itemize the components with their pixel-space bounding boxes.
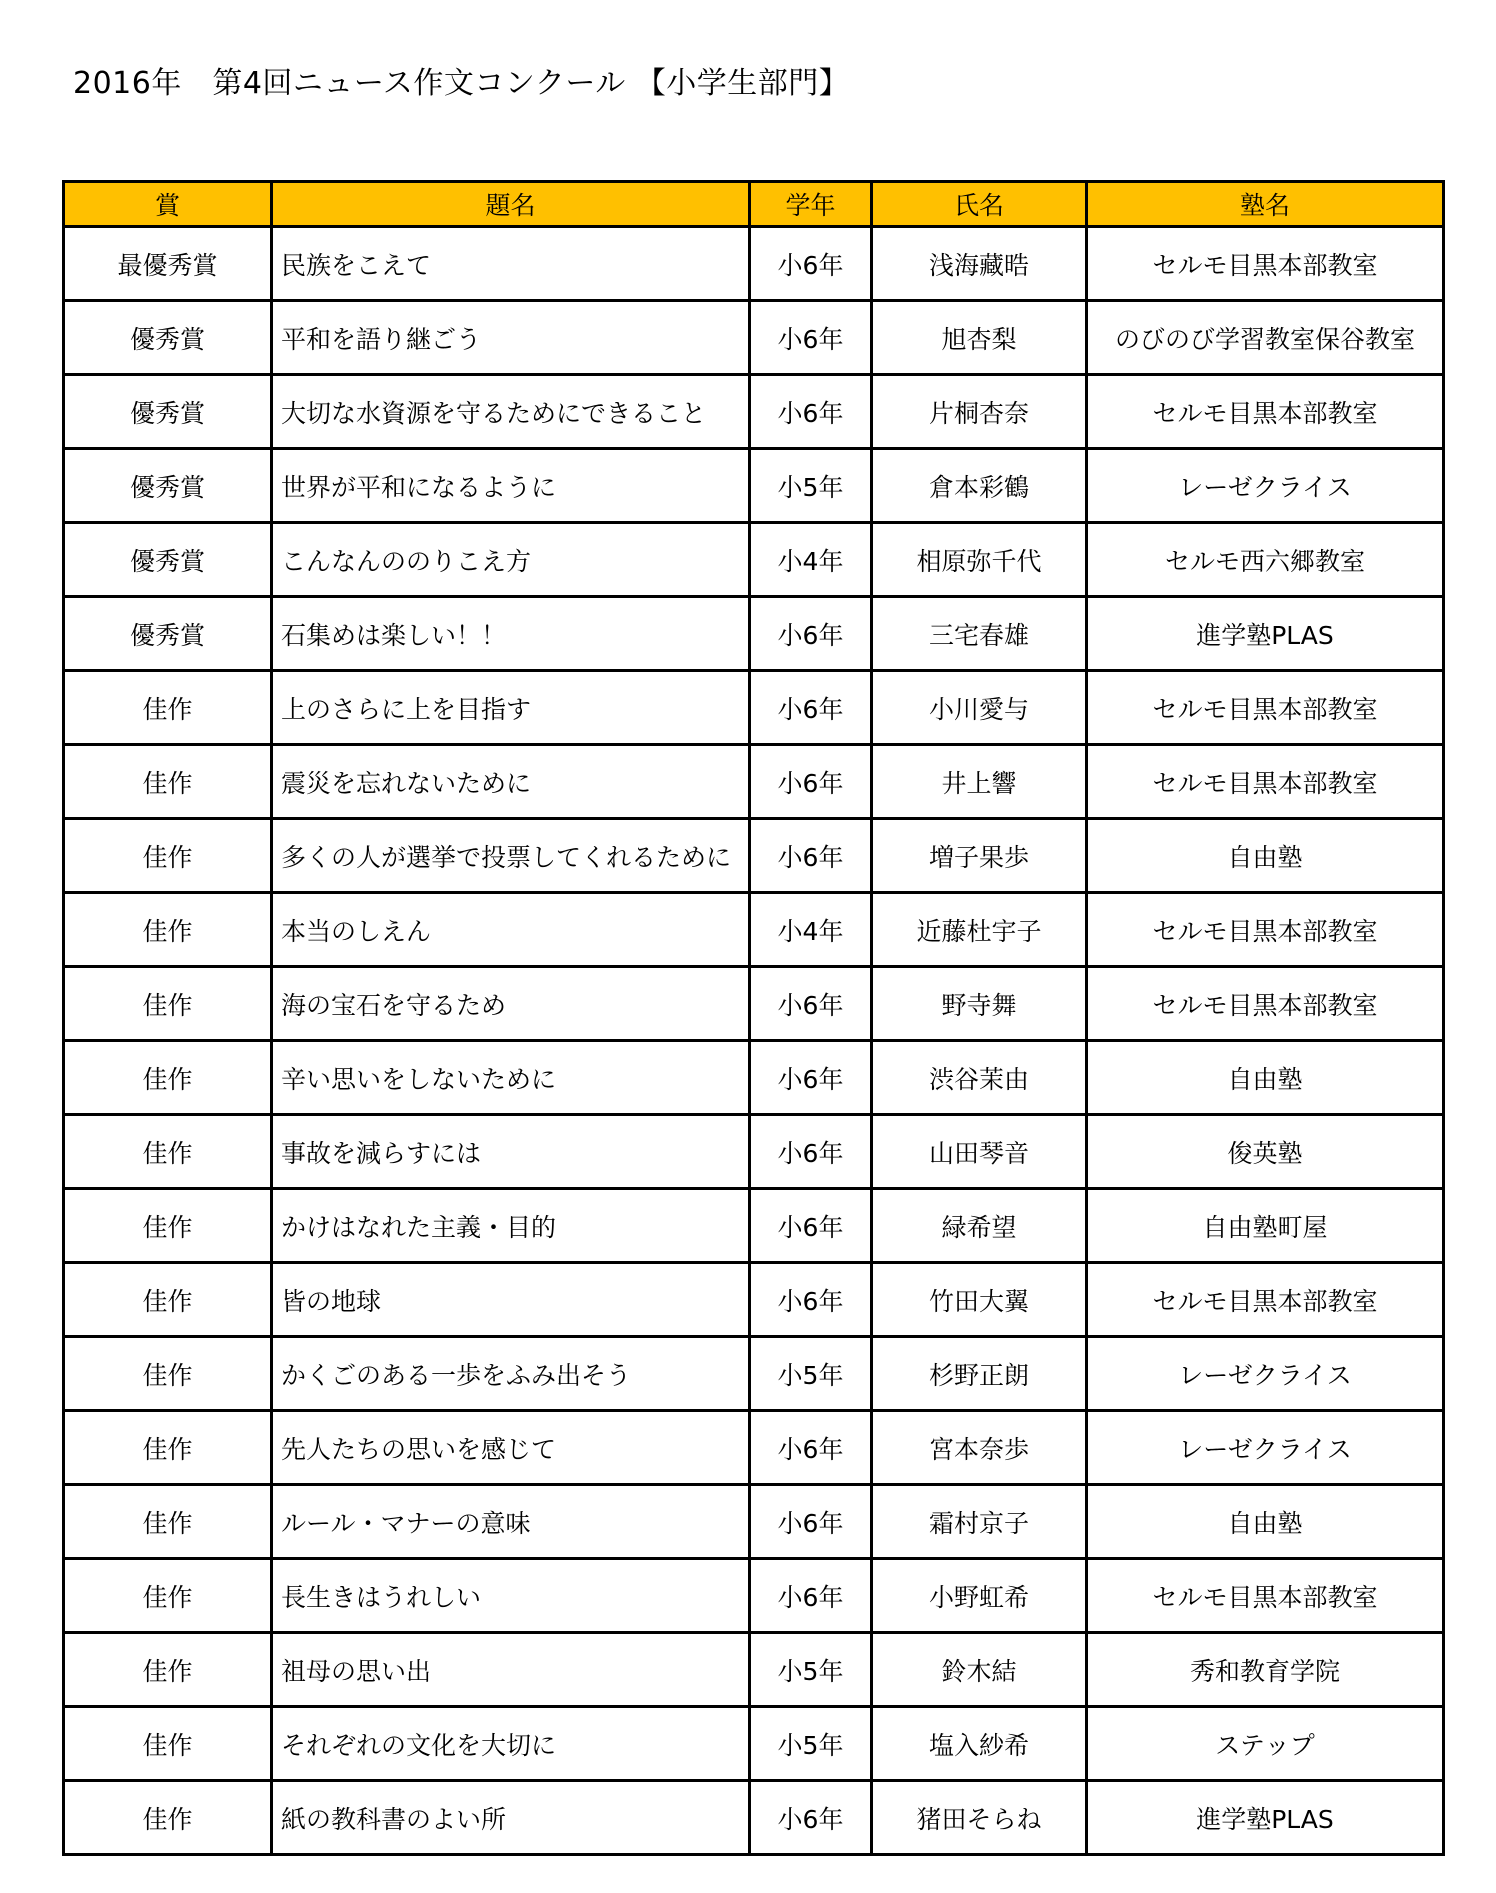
- award-cell: 佳作: [64, 745, 272, 819]
- award-cell: 佳作: [64, 1485, 272, 1559]
- table-row: [64, 1189, 1444, 1263]
- title-cell: 辛い思いをしないために: [272, 1041, 750, 1115]
- table-row: [64, 227, 1444, 301]
- name-cell: 塩入紗希: [872, 1707, 1087, 1781]
- school-cell: セルモ目黒本部教室: [1087, 1559, 1444, 1633]
- grade-cell: 小6年: [750, 1559, 872, 1633]
- table-row: [64, 1781, 1444, 1855]
- awards-table: [62, 180, 1445, 1856]
- school-cell: 俊英塾: [1087, 1115, 1444, 1189]
- table-row: [64, 819, 1444, 893]
- name-cell: 井上響: [872, 745, 1087, 819]
- name-cell: 猪田そらね: [872, 1781, 1087, 1855]
- header-school: 塾名: [1087, 182, 1444, 227]
- title-cell: こんなんののりこえ方: [272, 523, 750, 597]
- award-cell: 最優秀賞: [64, 227, 272, 301]
- table-row: [64, 449, 1444, 523]
- name-cell: 三宅春雄: [872, 597, 1087, 671]
- school-cell: 自由塾: [1087, 819, 1444, 893]
- table-row: [64, 1115, 1444, 1189]
- table-row: [64, 375, 1444, 449]
- grade-cell: 小6年: [750, 671, 872, 745]
- name-cell: 近藤杜宇子: [872, 893, 1087, 967]
- grade-cell: 小6年: [750, 301, 872, 375]
- table-row: [64, 301, 1444, 375]
- school-cell: 自由塾町屋: [1087, 1189, 1444, 1263]
- title-cell: それぞれの文化を大切に: [272, 1707, 750, 1781]
- grade-cell: 小6年: [750, 1263, 872, 1337]
- award-cell: 佳作: [64, 1781, 272, 1855]
- title-cell: かくごのある一歩をふみ出そう: [272, 1337, 750, 1411]
- award-cell: 佳作: [64, 671, 272, 745]
- header-grade: 学年: [750, 182, 872, 227]
- table-row: [64, 1041, 1444, 1115]
- name-cell: 浅海藏晧: [872, 227, 1087, 301]
- school-cell: セルモ目黒本部教室: [1087, 671, 1444, 745]
- table-row: [64, 1263, 1444, 1337]
- title-cell: 皆の地球: [272, 1263, 750, 1337]
- award-cell: 佳作: [64, 1263, 272, 1337]
- table-row: [64, 967, 1444, 1041]
- grade-cell: 小6年: [750, 967, 872, 1041]
- name-cell: 宮本奈歩: [872, 1411, 1087, 1485]
- grade-cell: 小6年: [750, 819, 872, 893]
- school-cell: セルモ西六郷教室: [1087, 523, 1444, 597]
- name-cell: 竹田大翼: [872, 1263, 1087, 1337]
- award-cell: 佳作: [64, 1189, 272, 1263]
- name-cell: 山田琴音: [872, 1115, 1087, 1189]
- name-cell: 小野虹希: [872, 1559, 1087, 1633]
- award-cell: 佳作: [64, 1041, 272, 1115]
- title-cell: 石集めは楽しい！！: [272, 597, 750, 671]
- grade-cell: 小6年: [750, 1485, 872, 1559]
- grade-cell: 小4年: [750, 523, 872, 597]
- school-cell: セルモ目黒本部教室: [1087, 1263, 1444, 1337]
- table-row: [64, 893, 1444, 967]
- title-cell: 祖母の思い出: [272, 1633, 750, 1707]
- award-cell: 佳作: [64, 1633, 272, 1707]
- title-cell: 紙の教科書のよい所: [272, 1781, 750, 1855]
- table-row: [64, 745, 1444, 819]
- title-cell: 海の宝石を守るため: [272, 967, 750, 1041]
- name-cell: 野寺舞: [872, 967, 1087, 1041]
- school-cell: セルモ目黒本部教室: [1087, 227, 1444, 301]
- grade-cell: 小5年: [750, 1707, 872, 1781]
- header-title: 題名: [272, 182, 750, 227]
- grade-cell: 小6年: [750, 1781, 872, 1855]
- title-cell: 先人たちの思いを感じて: [272, 1411, 750, 1485]
- award-cell: 佳作: [64, 1337, 272, 1411]
- award-cell: 佳作: [64, 893, 272, 967]
- grade-cell: 小6年: [750, 1411, 872, 1485]
- grade-cell: 小4年: [750, 893, 872, 967]
- name-cell: 相原弥千代: [872, 523, 1087, 597]
- school-cell: 進学塾PLAS: [1087, 1781, 1444, 1855]
- table-row: [64, 523, 1444, 597]
- grade-cell: 小6年: [750, 597, 872, 671]
- table-row: [64, 1633, 1444, 1707]
- grade-cell: 小6年: [750, 375, 872, 449]
- school-cell: レーゼクライス: [1087, 1337, 1444, 1411]
- name-cell: 片桐杏奈: [872, 375, 1087, 449]
- title-cell: ルール・マナーの意味: [272, 1485, 750, 1559]
- title-cell: 民族をこえて: [272, 227, 750, 301]
- grade-cell: 小5年: [750, 1633, 872, 1707]
- school-cell: レーゼクライス: [1087, 449, 1444, 523]
- name-cell: 小川愛与: [872, 671, 1087, 745]
- award-cell: 優秀賞: [64, 523, 272, 597]
- award-cell: 優秀賞: [64, 375, 272, 449]
- grade-cell: 小6年: [750, 1115, 872, 1189]
- name-cell: 鈴木結: [872, 1633, 1087, 1707]
- school-cell: セルモ目黒本部教室: [1087, 375, 1444, 449]
- title-cell: 世界が平和になるように: [272, 449, 750, 523]
- name-cell: 倉本彩鶴: [872, 449, 1087, 523]
- table-row: [64, 1485, 1444, 1559]
- name-cell: 増子果歩: [872, 819, 1087, 893]
- header-name: 氏名: [872, 182, 1087, 227]
- table-row: [64, 1559, 1444, 1633]
- grade-cell: 小5年: [750, 449, 872, 523]
- award-cell: 佳作: [64, 1411, 272, 1485]
- award-cell: 佳作: [64, 967, 272, 1041]
- title-cell: 平和を語り継ごう: [272, 301, 750, 375]
- name-cell: 緑希望: [872, 1189, 1087, 1263]
- title-cell: 震災を忘れないために: [272, 745, 750, 819]
- title-cell: 上のさらに上を目指す: [272, 671, 750, 745]
- award-cell: 優秀賞: [64, 301, 272, 375]
- grade-cell: 小6年: [750, 227, 872, 301]
- title-cell: 事故を減らすには: [272, 1115, 750, 1189]
- name-cell: 霜村京子: [872, 1485, 1087, 1559]
- grade-cell: 小6年: [750, 1189, 872, 1263]
- school-cell: 進学塾PLAS: [1087, 597, 1444, 671]
- table-row: [64, 1707, 1444, 1781]
- award-cell: 佳作: [64, 1707, 272, 1781]
- table-row: [64, 597, 1444, 671]
- school-cell: 秀和教育学院: [1087, 1633, 1444, 1707]
- school-cell: 自由塾: [1087, 1041, 1444, 1115]
- grade-cell: 小5年: [750, 1337, 872, 1411]
- header-award: 賞: [64, 182, 272, 227]
- school-cell: ステップ: [1087, 1707, 1444, 1781]
- award-cell: 優秀賞: [64, 597, 272, 671]
- name-cell: 渋谷茉由: [872, 1041, 1087, 1115]
- school-cell: セルモ目黒本部教室: [1087, 745, 1444, 819]
- title-cell: 本当のしえん: [272, 893, 750, 967]
- table-header-row: [64, 182, 1444, 227]
- award-cell: 佳作: [64, 1559, 272, 1633]
- award-cell: 佳作: [64, 1115, 272, 1189]
- title-cell: 長生きはうれしい: [272, 1559, 750, 1633]
- table-row: [64, 1411, 1444, 1485]
- table-row: [64, 671, 1444, 745]
- grade-cell: 小6年: [750, 1041, 872, 1115]
- title-cell: かけはなれた主義・目的: [272, 1189, 750, 1263]
- name-cell: 旭杏梨: [872, 301, 1087, 375]
- name-cell: 杉野正朗: [872, 1337, 1087, 1411]
- page-title: 2016年 第4回ニュース作文コンクール 【小学生部門】: [73, 66, 850, 101]
- school-cell: 自由塾: [1087, 1485, 1444, 1559]
- grade-cell: 小6年: [750, 745, 872, 819]
- title-cell: 多くの人が選挙で投票してくれるために: [272, 819, 750, 893]
- table-body: [64, 227, 1444, 1855]
- school-cell: セルモ目黒本部教室: [1087, 967, 1444, 1041]
- title-cell: 大切な水資源を守るためにできること: [272, 375, 750, 449]
- school-cell: レーゼクライス: [1087, 1411, 1444, 1485]
- award-cell: 佳作: [64, 819, 272, 893]
- table-row: [64, 1337, 1444, 1411]
- school-cell: のびのび学習教室保谷教室: [1087, 301, 1444, 375]
- award-cell: 優秀賞: [64, 449, 272, 523]
- school-cell: セルモ目黒本部教室: [1087, 893, 1444, 967]
